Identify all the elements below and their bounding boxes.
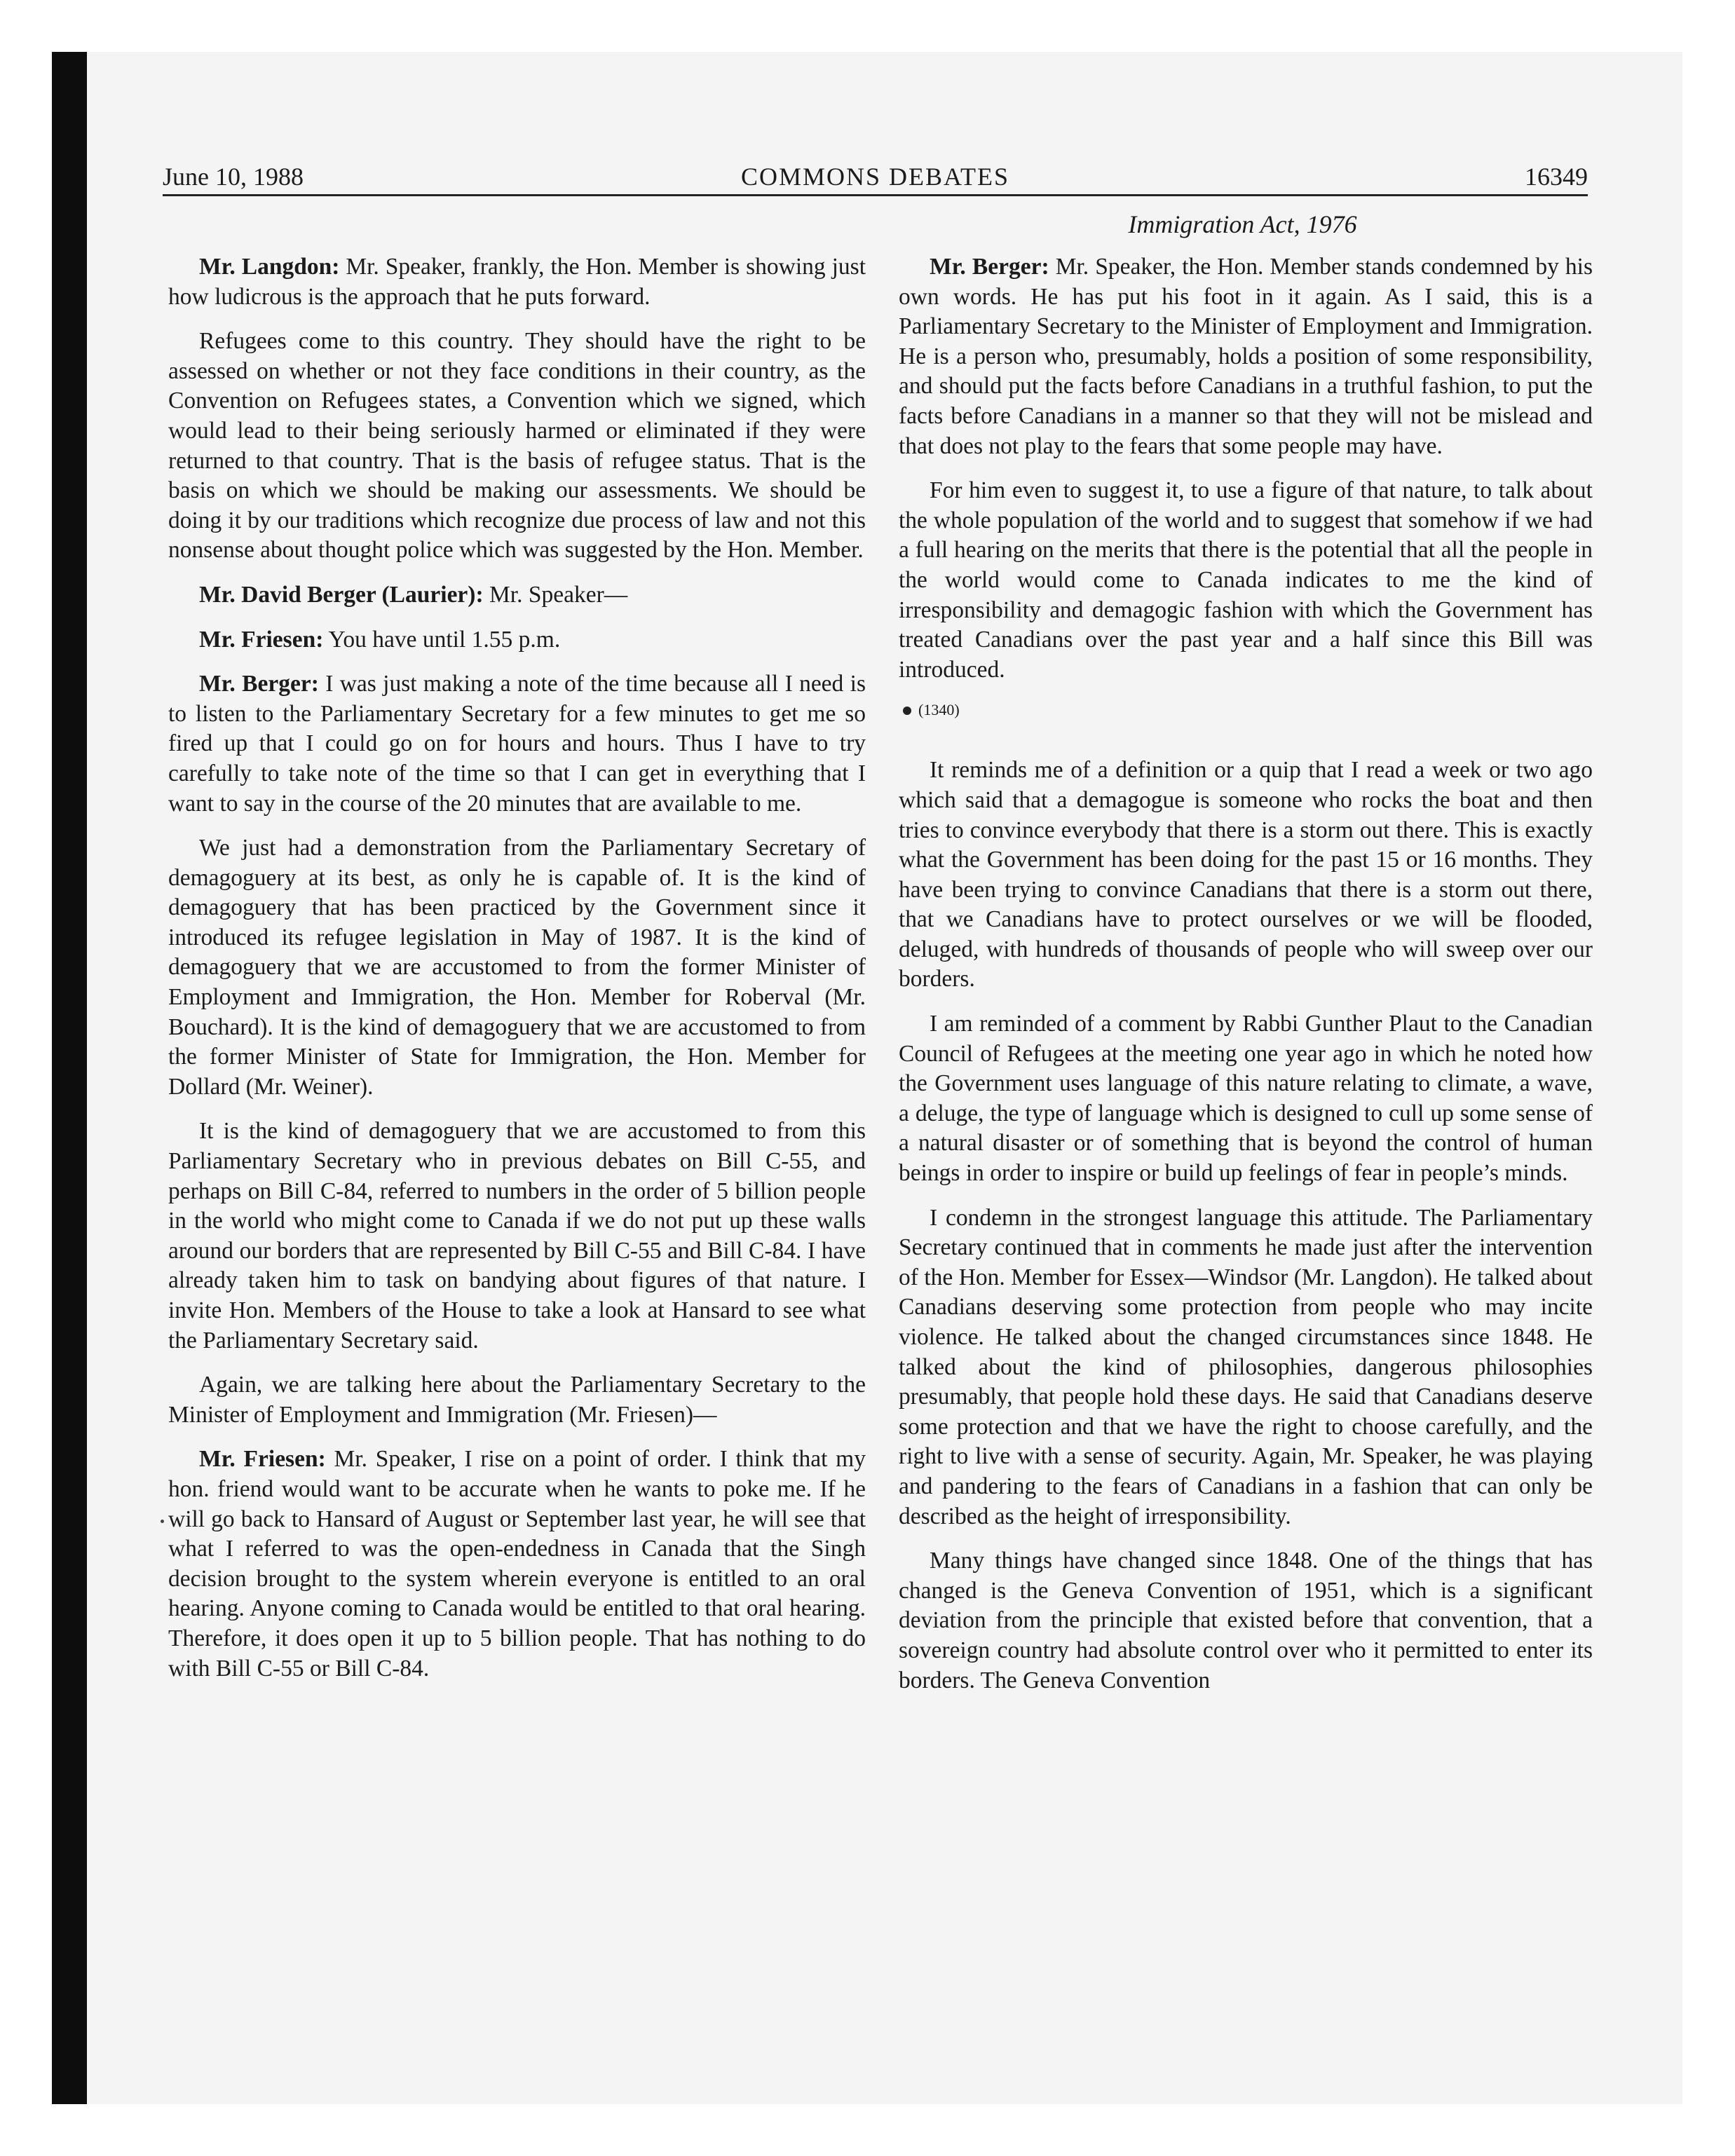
paragraph-text: You have until 1.55 p.m. xyxy=(323,626,561,653)
paragraph-text: Mr. Speaker— xyxy=(483,581,628,608)
paragraph xyxy=(899,1203,1593,1532)
timecode-marker xyxy=(899,700,1593,721)
header-rule xyxy=(163,194,1588,196)
right-column xyxy=(899,252,1593,1710)
speaker-name: Mr. David Berger (Laurier): xyxy=(199,581,484,608)
speaker-name: Mr. Friesen: xyxy=(199,626,324,653)
scan-binding-edge xyxy=(52,52,87,2104)
paragraph xyxy=(168,1117,866,1356)
paragraph xyxy=(168,1370,866,1430)
paragraph xyxy=(899,1546,1593,1696)
timecode-text: (1340) xyxy=(918,701,960,719)
paragraph xyxy=(168,580,866,610)
paragraph-text: Mr. Speaker, the Hon. Member stands condemned by his own words. He has put his foot in it again. As I said, this is a Parliamentary Secretary to the Minister of Employment and Immigration. He is a person who, presumably, holds a position of some responsibility, and should put the facts before Canadians in a truthful fashion, to put the facts before Canadians in a manner so that they will not be mislead and that does not play to the fears that some people may have. xyxy=(899,254,1593,459)
paragraph xyxy=(168,625,866,655)
paragraph xyxy=(899,756,1593,995)
paragraph-text: I condemn in the strongest language this attitude. The Parliamentary Secretary continued that in comments he made just after the intervention of the Hon. Member for Essex—Windsor (Mr. Langdon). He talked about Canadians deserving some protection from people who may incite violence. He talked about the changed circumstances since 1848. He talked about the kind of philosophies, dangerous philosophies presumably, that people hold these days. He said that Canadians deserve some protection and that we have the right to choose carefully, and the right to live with a sense of security. Again, Mr. Speaker, he was playing and pandering to the fears of Canadians in a fashion that can only be described as the height of irresponsibility. xyxy=(899,1204,1593,1529)
speaker-name: Mr. Berger: xyxy=(930,254,1049,280)
paragraph-text: We just had a demonstration from the Parliamentary Secretary of demagoguery at its best, as only he is capable of. It is the kind of demagoguery that has been practiced by the Government since it introduced its refugee legislation in May of 1987. It is the kind of demagoguery that we are accustomed to from the former Minister of Employment and Immigration, the Hon. Member for Roberval (Mr. Bouchard). It is the kind of demagoguery that we are accustomed to from the former Minister of State for Immigration, the Hon. Member for Dollard (Mr. Weiner). xyxy=(168,835,866,1100)
speaker-name: Mr. Friesen: xyxy=(199,1446,326,1473)
page-number: 16349 xyxy=(1525,163,1588,191)
paragraph-text: It reminds me of a definition or a quip that I read a week or two ago which said that a demagogue is someone who rocks the boat and then tries to convince everybody that there is a storm out there. This is exactly what the Government has been doing for the past 15 or 16 months. They have been trying to convince Canadians that there is a storm out there, that we Canadians have to protect ourselves or we will be flooded, deluged, with hundreds of thousands of people who will sweep over our borders. xyxy=(899,757,1593,992)
paragraph-text: Mr. Speaker, frankly, the Hon. Member is showing just how ludicrous is the approach that he puts forward. xyxy=(168,254,866,310)
header-title: COMMONS DEBATES xyxy=(740,163,1010,191)
paragraph-text: I was just making a note of the time because all I need is to listen to the Parliamentary Secretary for a few minutes to get me so fired up that I could go on for hours and hours. Thus I have to try carefully to take note of the time so that I can get in everything that I want to say in the course of the 20 minutes that are available to me. xyxy=(168,671,866,817)
paragraph-text: Refugees come to this country. They should have the right to be assessed on whether or not they face conditions in their country, as the Convention on Refugees states, a Convention which we signed, which would lead to their being seriously harmed or eliminated if they were returned to that country. That is the basis of refugee status. That is the basis on which we should be making our assessments. We should be doing it by our traditions which recognize due process of law and not this nonsense about thought police which was suggested by the Hon. Member. xyxy=(168,328,866,564)
paragraph-text: Again, we are talking here about the Parliamentary Secretary to the Minister of Employment and Immigration (Mr. Friesen)— xyxy=(168,1372,866,1428)
header-date: June 10, 1988 xyxy=(163,163,304,191)
left-column xyxy=(168,252,866,1698)
speaker-name: Mr. Langdon: xyxy=(199,254,340,280)
bullet-icon xyxy=(903,707,911,715)
paragraph xyxy=(899,1009,1593,1189)
paragraph xyxy=(899,252,1593,461)
paragraph-text: Mr. Speaker, I rise on a point of order. I think that my hon. friend would want to be accurate when he wants to poke me. If he will go back to Hansard of August or September last year, he will see that what I referred to was the open-endedness in Canada that the Singh decision brought to the system wherein everyone is entitled to an oral hearing. Anyone coming to Canada would be entitled to that oral hearing. Therefore, it does open it up to 5 billion people. That has nothing to do with Bill C-55 or Bill C-84. xyxy=(168,1446,866,1681)
paragraph xyxy=(168,669,866,819)
paragraph-text: It is the kind of demagoguery that we are accustomed to from this Parliamentary Secretary who in previous debates on Bill C-55, and perhaps on Bill C-84, referred to numbers in the order of 5 billion people in the world who might come to Canada if we do not put up these walls around our borders that are represented by Bill C-55 and Bill C-84. I have already taken him to task on bandying about figures of that nature. I invite Hon. Members of the House to take a look at Hansard to see what the Parliamentary Secretary said. xyxy=(168,1118,866,1353)
paragraph-text: I am reminded of a comment by Rabbi Gunther Plaut to the Canadian Council of Refugees at the meeting one year ago in which he noted how the Government uses language of this nature relating to climate, a wave, a deluge, the type of language which is designed to cull up some sense of a natural disaster or of something that is beyond the control of human beings in order to inspire or build up feelings of fear in people’s minds. xyxy=(899,1011,1593,1187)
paragraph xyxy=(168,252,866,312)
paragraph xyxy=(168,833,866,1102)
margin-mark xyxy=(161,1520,164,1523)
page-header xyxy=(163,159,1588,194)
section-title: Immigration Act, 1976 xyxy=(1128,210,1357,238)
paragraph xyxy=(899,476,1593,685)
speaker-name: Mr. Berger: xyxy=(199,671,319,697)
paragraph-text: Many things have changed since 1848. One of the things that has changed is the Geneva Convention of 1951, which is a significant deviation from the principle that existed before that convention, that a sovereign country had absolute control over who it permitted to enter its borders. The Geneva Convention xyxy=(899,1548,1593,1693)
paragraph xyxy=(168,1445,866,1684)
paragraph xyxy=(168,327,866,566)
paragraph-text: For him even to suggest it, to use a figure of that nature, to talk about the whole population of the world and to suggest that somehow if we had a full hearing on the merits that there is the potential that all the people in the world would come to Canada indicates to me the kind of irresponsibility and demagogic fashion with which the Government has treated Canadians over the past year and a half since this Bill was introduced. xyxy=(899,477,1593,683)
